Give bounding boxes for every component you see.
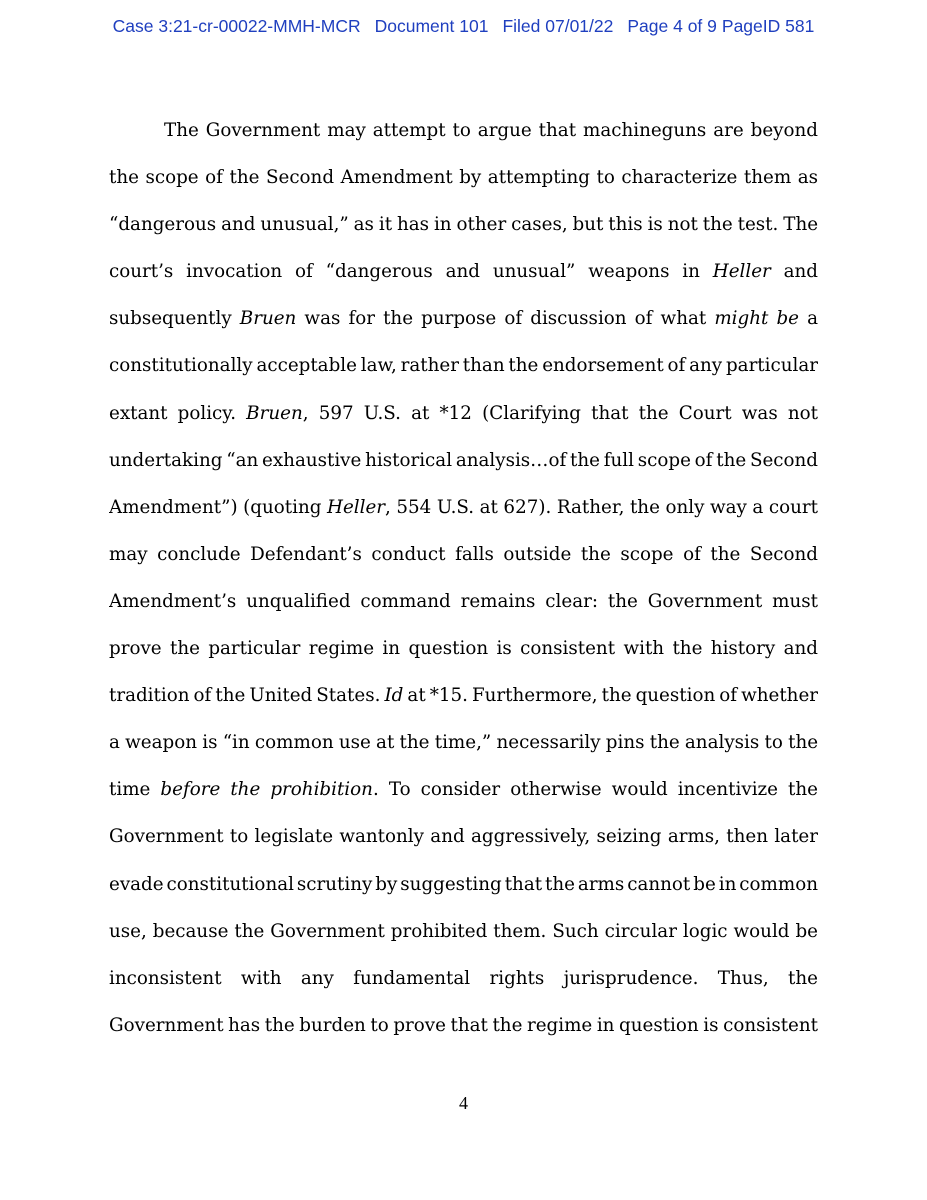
body-paragraph [109, 107, 818, 1049]
text-line: the scope of the Second Amendment by attempting to characterize them as [109, 167, 818, 189]
text-line: Amendment’s unqualified command remains clear: the Government must [109, 590, 818, 612]
text-line: use, because the Government prohibited them. Such circular logic would be [109, 920, 818, 942]
text-line: time before the prohibition. To consider otherwise would incentivize the [109, 779, 818, 801]
document-number: Document 101 [374, 16, 489, 36]
text-line: inconsistent with any fundamental rights jurisprudence. Thus, the [109, 967, 818, 989]
text-line: court’s invocation of “dangerous and unusual” weapons in Heller and [109, 261, 818, 283]
page-id: PageID 581 [721, 16, 815, 36]
ecf-filing-header [0, 16, 927, 37]
text-line: a weapon is “in common use at the time,” necessarily pins the analysis to the [109, 732, 818, 754]
text-line: extant policy. Bruen, 597 U.S. at *12 (Clarifying that the Court was not [109, 402, 818, 424]
text-line: evade constitutional scrutiny by suggesting that the arms cannot be in common [109, 873, 818, 895]
text-line: undertaking “an exhaustive historical analysis…of the full scope of the Second [109, 449, 818, 471]
case-citation-italic: Heller [327, 496, 386, 518]
text-line: tradition of the United States. Id at *15. Furthermore, the question of whether [109, 685, 818, 707]
text-line: prove the particular regime in question is consistent with the history and [109, 638, 818, 660]
page-number: 4 [459, 1093, 468, 1113]
case-citation-italic: Bruen [239, 308, 297, 330]
text-line: Government to legislate wantonly and aggressively, seizing arms, then later [109, 826, 818, 848]
text-line: The Government may attempt to argue that machineguns are beyond [164, 120, 818, 141]
page-count: Page 4 of 9 [627, 16, 717, 36]
text-line: “dangerous and unusual,” as it has in other cases, but this is not the test. The [109, 214, 818, 236]
emphasis-italic: before the prohibition [160, 779, 373, 801]
text-line: subsequently Bruen was for the purpose of discussion of what might be a [109, 308, 818, 330]
case-citation-italic: Heller [712, 261, 771, 283]
text-line: Amendment”) (quoting Heller, 554 U.S. at 627). Rather, the only way a court [109, 496, 818, 518]
case-citation-italic: Id [384, 685, 404, 707]
text-line: may conclude Defendant’s conduct falls outside the scope of the Second [109, 543, 818, 565]
filed-date: Filed 07/01/22 [502, 16, 614, 36]
case-number: Case 3:21-cr-00022-MMH-MCR [112, 16, 361, 36]
emphasis-italic: might be [714, 308, 799, 330]
case-citation-italic: Bruen [246, 402, 303, 424]
text-line: constitutionally acceptable law, rather than the endorsement of any particular [109, 355, 818, 377]
text-line: Government has the burden to prove that the regime in question is consistent [109, 1014, 818, 1036]
